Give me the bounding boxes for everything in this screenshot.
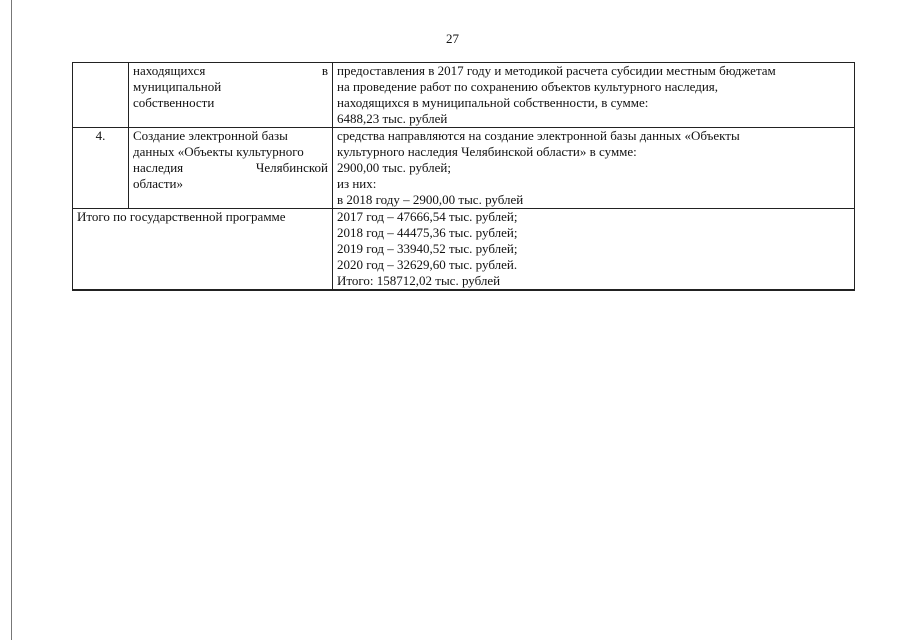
name-line: области»	[133, 176, 183, 191]
page-number: 27	[446, 31, 459, 46]
name-line: муниципальной	[133, 79, 222, 94]
name-line: наследия	[133, 160, 184, 175]
row-name-cell	[129, 128, 333, 209]
name-line: находящихся	[133, 63, 206, 78]
total-row	[73, 209, 855, 291]
budget-table	[72, 62, 855, 291]
row-name-cell	[129, 63, 333, 128]
table-row	[73, 128, 855, 209]
description-line: находящихся в муниципальной собственности, в сумме:	[337, 95, 649, 110]
row-description-cell	[333, 63, 855, 128]
row-description-cell	[333, 128, 855, 209]
total-label-cell: Итого по государственной программе	[73, 209, 333, 291]
total-line: 2017 год – 47666,54 тыс. рублей;	[337, 209, 518, 224]
description-line: из них:	[337, 176, 377, 191]
total-line: 2020 год – 32629,60 тыс. рублей.	[337, 257, 518, 272]
name-line: в	[321, 63, 328, 78]
table-row	[73, 63, 855, 128]
description-line: на проведение работ по сохранению объектов культурного наследия,	[337, 79, 718, 94]
description-line: 2900,00 тыс. рублей;	[337, 160, 451, 175]
row-number-cell	[73, 63, 129, 128]
description-line: культурного наследия Челябинской области» в сумме:	[337, 144, 637, 159]
description-line: 6488,23 тыс. рублей	[337, 111, 448, 126]
name-line: Челябинской	[255, 160, 328, 175]
page-edge-rule	[11, 0, 12, 640]
description-line: средства направляются на создание электронной базы данных «Объекты	[337, 128, 740, 143]
description-line: в 2018 году – 2900,00 тыс. рублей	[337, 192, 524, 207]
total-line: 2019 год – 33940,52 тыс. рублей;	[337, 241, 518, 256]
total-values-cell	[333, 209, 855, 291]
name-line: Создание электронной базы	[133, 128, 288, 143]
total-line: 2018 год – 44475,36 тыс. рублей;	[337, 225, 518, 240]
name-line: данных «Объекты культурного	[133, 144, 304, 159]
name-line: собственности	[133, 95, 215, 110]
row-number-cell: 4.	[73, 128, 129, 209]
total-line: Итого: 158712,02 тыс. рублей	[337, 273, 501, 288]
description-line: предоставления в 2017 году и методикой расчета субсидии местным бюджетам	[337, 63, 776, 78]
